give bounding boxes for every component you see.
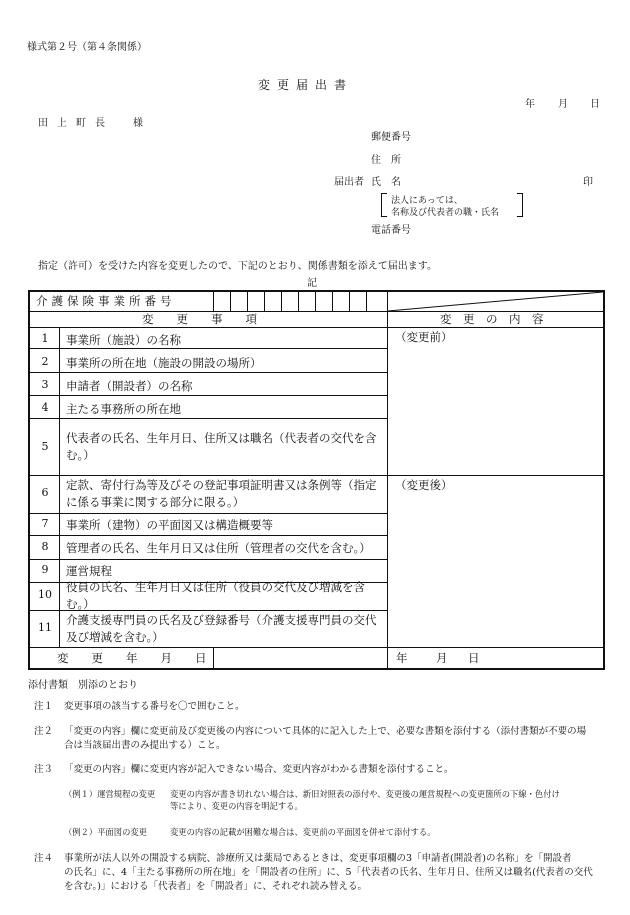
before-label: （変更前） (395, 330, 453, 344)
row-number: 4 (41, 401, 49, 414)
row-number: 9 (41, 563, 49, 576)
row-item-text: 主たる事務所の所在地 (66, 402, 181, 416)
row-number: 5 (41, 440, 49, 453)
corporation-note-1: 法人にあっては、 (391, 196, 463, 206)
note-2-line-2: 合は当該届出書のみ提出する）こと。 (64, 740, 226, 751)
row-item-text: 申請者（開設者）の名称 (66, 379, 193, 393)
date-day: 日 (590, 99, 600, 110)
diagonal-line (388, 292, 603, 311)
date-year: 年 (525, 99, 535, 110)
note-3-label: 注３ (34, 764, 54, 775)
change-table (28, 290, 605, 670)
attachments-text: 添付書類 別添のとおり (28, 680, 138, 691)
row-item-text: 事業所（施設）の名称 (66, 333, 181, 347)
row-number: 8 (41, 540, 49, 553)
notifier-label: 届出者 (334, 177, 364, 188)
example-2-text: 変更の内容の記載が困難な場合は、変更前の平面図を併せて添付する。 (170, 827, 436, 837)
change-date-label: 変 更 年 月 日 (57, 651, 207, 665)
row-item-text: 事業所の所在地（施設の開設の場所） (66, 356, 262, 370)
ki-label: 記 (307, 278, 317, 289)
note-1-label: 注１ (34, 701, 54, 712)
provider-number-label: 介護保険事業所番号 (36, 294, 176, 308)
left-bracket (381, 193, 387, 217)
example-1-line-1: 変更の内容が書き切れない場合は、新旧対照表の添付や、変更後の運営規程への変更箇所の下線・色付け (170, 789, 560, 799)
row-item-text: 介護支援専門員の氏名及び登録番号（介護支援専門員の交代及び増減を含む。） (66, 613, 377, 644)
after-label: （変更後） (395, 478, 453, 492)
row-number: 2 (41, 355, 49, 368)
seal-label: 印 (583, 177, 593, 188)
name-label: 氏 名 (371, 177, 401, 188)
addressee: 田上町長 様 (38, 118, 152, 129)
row-item-text: 管理者の氏名、生年月日又は住所（管理者の交代を含む。） (66, 541, 371, 555)
note-4-line-2: の氏名」に、4「主たる事務所の所在地」を「開設者の住所」に、5「代表者の氏名、生年月日、住所又は職名(代表者の交代 (64, 867, 593, 878)
form-number: 様式第２号（第４条関係） (27, 42, 147, 53)
postal-code-label: 郵便番号 (371, 132, 411, 143)
example-1-line-2: 等により、変更の内容を明記する。 (170, 801, 303, 811)
example-1-label: （例１）運営規程の変更 (64, 789, 156, 799)
row-item-text: 定款、寄付行為等及びその登記事項証明書又は条例等（指定に係る事業に関する部分に限る。） (66, 478, 377, 509)
page-title: 変更届出書 (258, 78, 354, 92)
change-date-month: 月 (436, 651, 448, 665)
note-4-line-3: を含む。)」における「代表者」を「開設者」に、それぞれ読み替える。 (64, 881, 367, 892)
note-4-line-1: 事業所が法人以外の開設する病院、診療所又は薬局であるときは、変更事項欄の3「申請者(開設者)の名称」を「開設者 (64, 853, 572, 864)
row-number: 10 (38, 588, 52, 601)
phone-label: 電話番号 (371, 225, 411, 236)
row-number: 1 (41, 332, 49, 345)
row-number: 11 (38, 621, 52, 634)
change-date-year: 年 (396, 651, 408, 665)
row-item-text: 運営規程 (66, 564, 112, 578)
date-month: 月 (558, 99, 568, 110)
address-label: 住 所 (371, 155, 401, 166)
note-3-text: 「変更の内容」欄に変更内容が記入できない場合、変更内容がわかる書類を添付すること。 (64, 764, 454, 775)
row-number: 7 (41, 517, 49, 530)
intro-text: 指定（許可）を受けた内容を変更したので、下記のとおり、関係書類を添えて届出ます。 (38, 261, 437, 272)
corporation-note-2: 名称及び代表者の職・氏名 (391, 208, 500, 218)
row-item-text: 代表者の氏名、生年月日、住所又は職名（代表者の交代を含む。） (66, 431, 377, 462)
note-2-label: 注２ (34, 726, 54, 737)
right-bracket (517, 193, 523, 217)
row-number: 6 (41, 486, 49, 499)
note-4-label: 注４ (34, 853, 54, 864)
example-2-label: （例２）平面図の変更 (64, 827, 147, 837)
row-number: 3 (41, 378, 49, 391)
content-column-header: 変 更 の 内 容 (440, 312, 544, 326)
change-date-day: 日 (468, 651, 480, 665)
note-2-line-1: 「変更の内容」欄に変更前及び変更後の内容について具体的に記入した上で、必要な書類を添付する（添付書類が不要の場 (64, 726, 587, 737)
item-column-header: 変 更 事 項 (142, 312, 257, 326)
row-item-text: 事業所（建物）の平面図又は構造概要等 (66, 518, 273, 532)
note-1-text: 変更事項の該当する番号を〇で囲むこと。 (64, 701, 245, 712)
row-item-text: 役員の氏名、生年月日又は住所（役員の交代及び増減を含む。） (66, 580, 365, 611)
